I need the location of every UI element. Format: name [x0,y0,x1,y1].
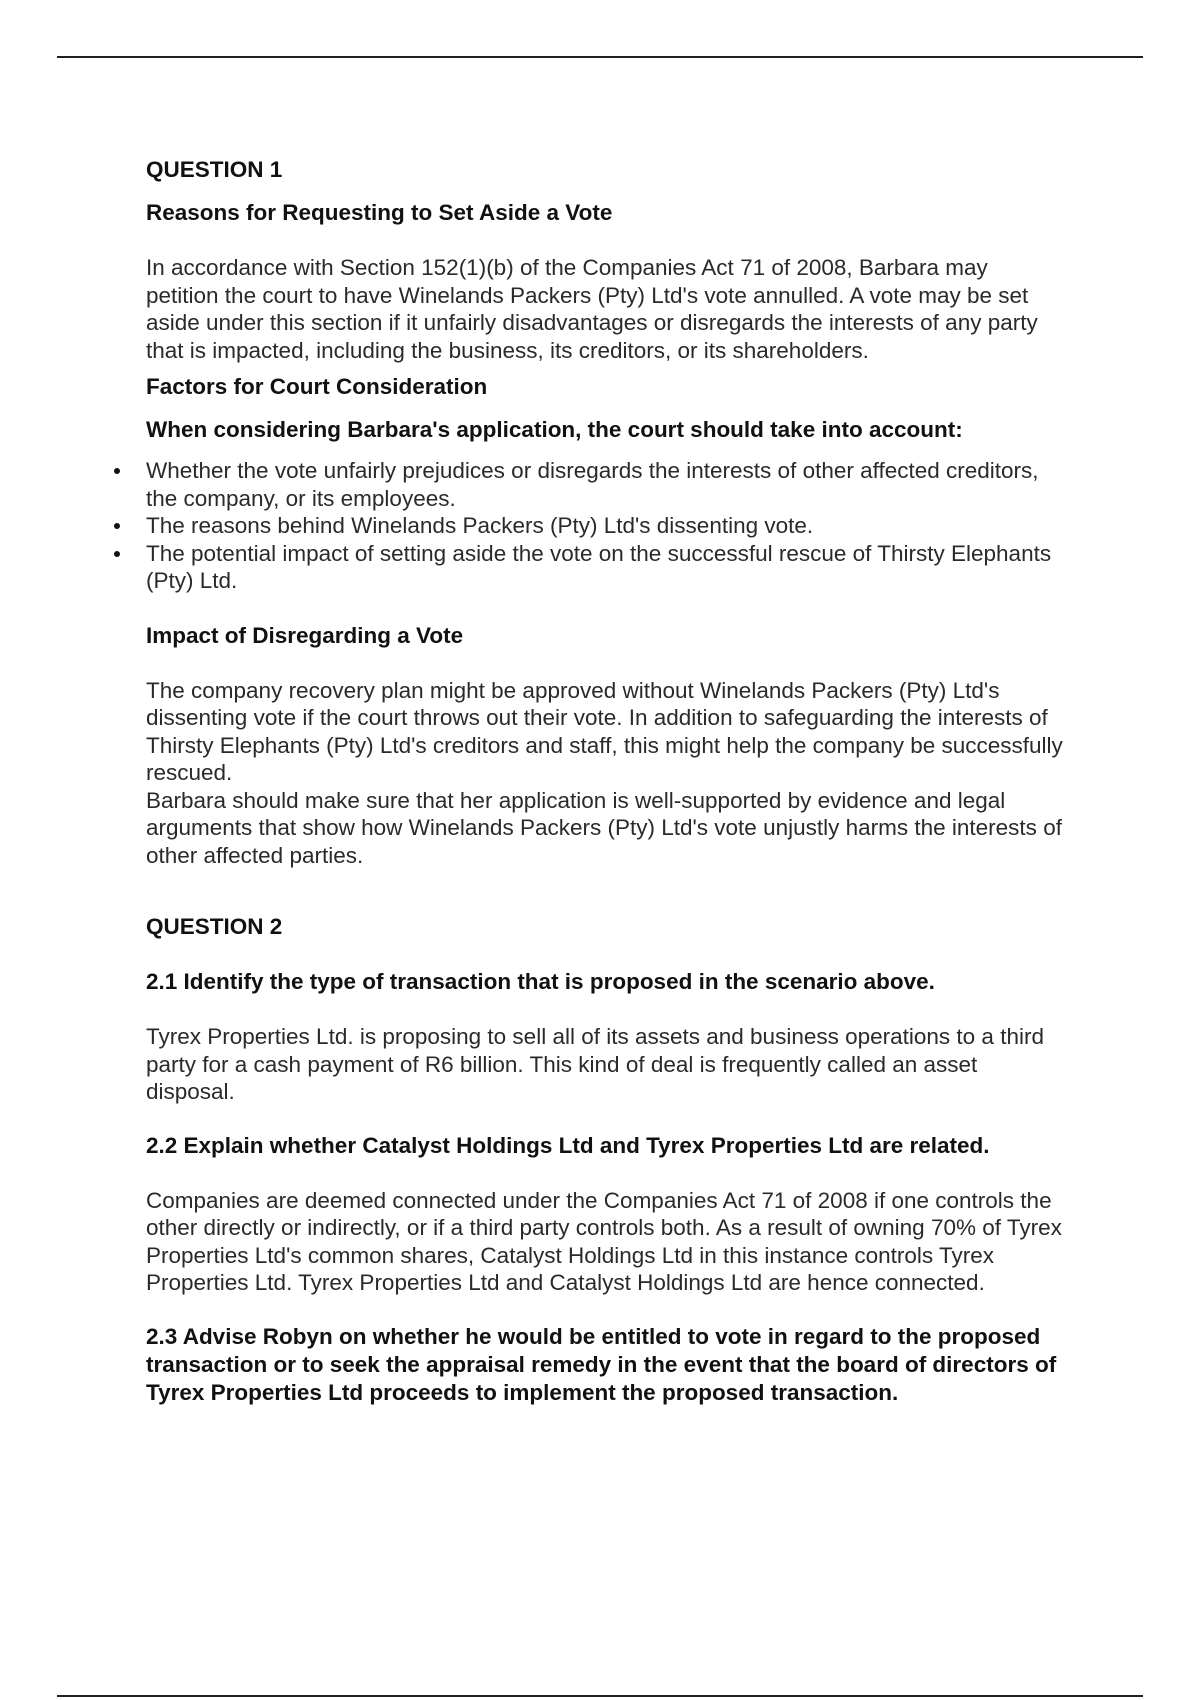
top-rule [57,56,1143,58]
question-2-1: 2.1 Identify the type of transaction that is proposed in the scenario above. [146,969,935,994]
bullet-icon [114,551,120,557]
set-aside-reasons-heading: Reasons for Requesting to Set Aside a Vote [146,200,613,225]
bottom-rule [57,1695,1143,1697]
document-page [146,156,1066,1407]
question-2-3: 2.3 Advise Robyn on whether he would be entitled to vote in regard to the proposed transaction or to seek the appraisal remedy in the event that the board of directors of Tyrex Properties Ltd proceeds to implement the proposed transaction. [146,1323,1057,1405]
court-consideration-intro: When considering Barbara's application, the court should take into account: [146,417,963,442]
list-item: The potential impact of setting aside the vote on the successful rescue of Thirsty Elephants (Pty) Ltd. [146,540,1066,595]
disregard-impact-heading: Impact of Disregarding a Vote [146,622,464,648]
question-2-2: 2.2 Explain whether Catalyst Holdings Ltd and Tyrex Properties Ltd are related. [146,1132,990,1158]
disregard-impact-paragraph: The company recovery plan might be approved without Winelands Packers (Pty) Ltd's dissenting vote if the court throws out their vote. In addition to safeguarding the interests of Thirsty Elephants (Pty) Ltd's creditors and staff, this might help the company be successfully rescued. [146,677,1063,785]
court-factors-list [146,457,1066,595]
bullet-icon [114,523,120,529]
court-factors-heading: Factors for Court Consideration [146,374,488,399]
list-item: The reasons behind Winelands Packers (Pty) Ltd's dissenting vote. [146,512,1066,540]
evidence-paragraph: Barbara should make sure that her application is well-supported by evidence and legal arguments that show how Winelands Packers (Pty) Ltd's vote unjustly harms the interests of other affected parties. [146,787,1062,868]
bullet-icon [114,468,120,474]
question-2-heading: QUESTION 2 [146,914,283,939]
list-item: Whether the vote unfairly prejudices or disregards the interests of other affected creditors, the company, or its employees. [146,457,1066,512]
answer-2-2: Companies are deemed connected under the Companies Act 71 of 2008 if one controls the other directly or indirectly, or if a third party controls both. As a result of owning 70% of Tyrex Properties Ltd's common shares, Catalyst Holdings Ltd in this instance controls Tyrex Properties Ltd. Tyrex Properties Ltd and Catalyst Holdings Ltd are hence connected. [146,1187,1062,1295]
set-aside-reasons-paragraph: In accordance with Section 152(1)(b) of the Companies Act 71 of 2008, Barbara may petition the court to have Winelands Packers (Pty) Ltd's vote annulled. A vote may be set aside under this section if it unfairly disadvantages or disregards the interests of any party that is impacted, including the business, its creditors, or its shareholders. [146,255,1038,363]
answer-2-1: Tyrex Properties Ltd. is proposing to sell all of its assets and business operations to a third party for a cash payment of R6 billion. This kind of deal is frequently called an asset disposal. [146,1024,1044,1104]
question-1-heading: QUESTION 1 [146,157,283,182]
